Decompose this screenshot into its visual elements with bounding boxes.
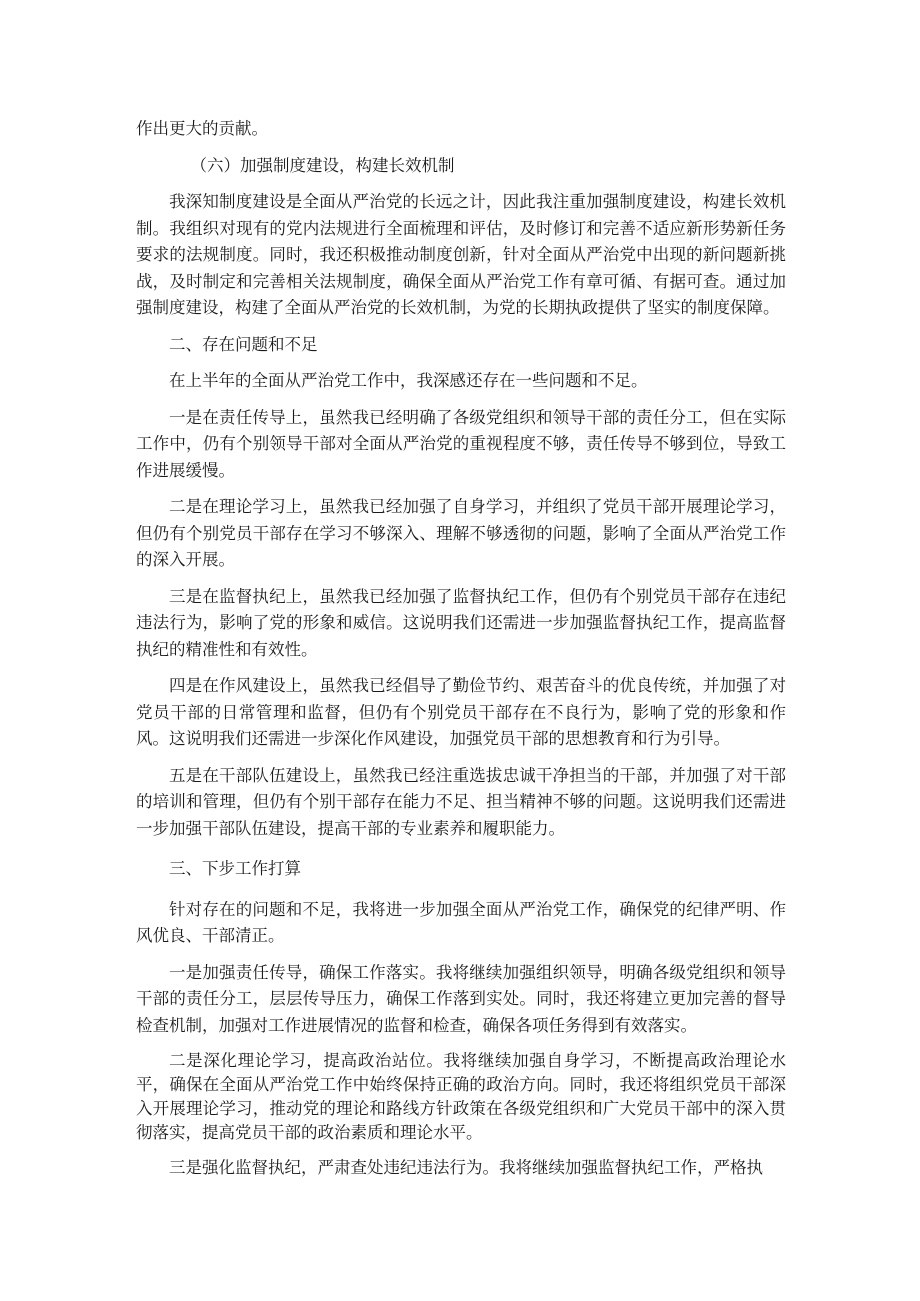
section-heading-six: （六）加强制度建设，构建长效机制 bbox=[190, 155, 455, 175]
section-heading-next-steps: 三、下步工作打算 bbox=[169, 859, 301, 878]
paragraph-next-3: 三是强化监督执纪，严肃查处违纪违法行为。我将继续加强监督执纪工作，严格执 bbox=[169, 1158, 763, 1177]
paragraph-problems-intro: 在上半年的全面从严治党工作中，我深感还存在一些问题和不足。 bbox=[169, 371, 648, 390]
section-heading-problems: 二、存在问题和不足 bbox=[169, 334, 318, 354]
paragraph-continuation: 作出更大的贡献。 bbox=[136, 119, 268, 138]
paragraph-problem-1: 一是在责任传导上，虽然我已经明确了各级党组织和领导干部的责任分工，但在实际工作中，仍有个别领导干部对全面从严治党的重视程度不够，责任传导不够到位，导致工作进展缓慢。 bbox=[136, 407, 786, 480]
paragraph-next-intro: 针对存在的问题和不足，我将进一步加强全面从严治党工作，确保党的纪律严明、作风优良、干部清正。 bbox=[136, 899, 786, 945]
paragraph-problem-4: 四是在作风建设上，虽然我已经倡导了勤俭节约、艰苦奋斗的优良传统，并加强了对党员干部的日常管理和监督，但仍有个别党员干部存在不良行为，影响了党的形象和作风。这说明我们还需进一步深化作风建设，加强党员干部的思想教育和行为引导。 bbox=[136, 676, 786, 748]
paragraph-problem-5: 五是在干部队伍建设上，虽然我已经注重选拔忠诚干净担当的干部，并加强了对干部的培训和管理，但仍有个别干部存在能力不足、担当精神不够的问题。这说明我们还需进一步加强干部队伍建设，提高干部的专业素养和履职能力。 bbox=[136, 765, 786, 838]
paragraph-problem-2: 二是在理论学习上，虽然我已经加强了自身学习，并组织了党员干部开展理论学习，但仍有个别党员干部存在学习不够深入、理解不够透彻的问题，影响了全面从严治党工作的深入开展。 bbox=[136, 497, 786, 569]
document-page bbox=[136, 116, 786, 1192]
paragraph-next-1: 一是加强责任传导，确保工作落实。我将继续加强组织领导，明确各级党组织和领导干部的责任分工，层层传导压力，确保工作落到实处。同时，我还将建立更加完善的督导检查机制，加强对工作进展情况的监督和检查，确保各项任务得到有效落实。 bbox=[136, 962, 786, 1035]
paragraph-problem-3: 三是在监督执纪上，虽然我已经加强了监督执纪工作，但仍有个别党员干部存在违纪违法行为，影响了党的形象和威信。这说明我们还需进一步加强监督执纪工作，提高监督执纪的精准性和有效性。 bbox=[136, 586, 786, 659]
paragraph-next-2: 二是深化理论学习，提高政治站位。我将继续加强自身学习，不断提高政治理论水平，确保在全面从严治党工作中始终保持正确的政治方向。同时，我还将组织党员干部深入开展理论学习，推动党的理论和路线方针政策在各级党组织和广大党员干部中的深入贯彻落实，提高党员干部的政治素质和理论水平。 bbox=[136, 1051, 786, 1142]
paragraph-institution-building: 我深知制度建设是全面从严治党的长远之计，因此我注重加强制度建设，构建长效机制。我组织对现有的党内法规进行全面梳理和评估，及时修订和完善不适应新形势新任务要求的法规制度。同时，我还积极推动制度创新，针对全面从严治党中出现的新问题新挑战，及时制定和完善相关法规制度，确保全面从严治党工作有章可循、有据可查。通过加强制度建设，构建了全面从严治党的长效机制，为党的长期执政提供了坚实的制度保障。 bbox=[136, 192, 786, 317]
